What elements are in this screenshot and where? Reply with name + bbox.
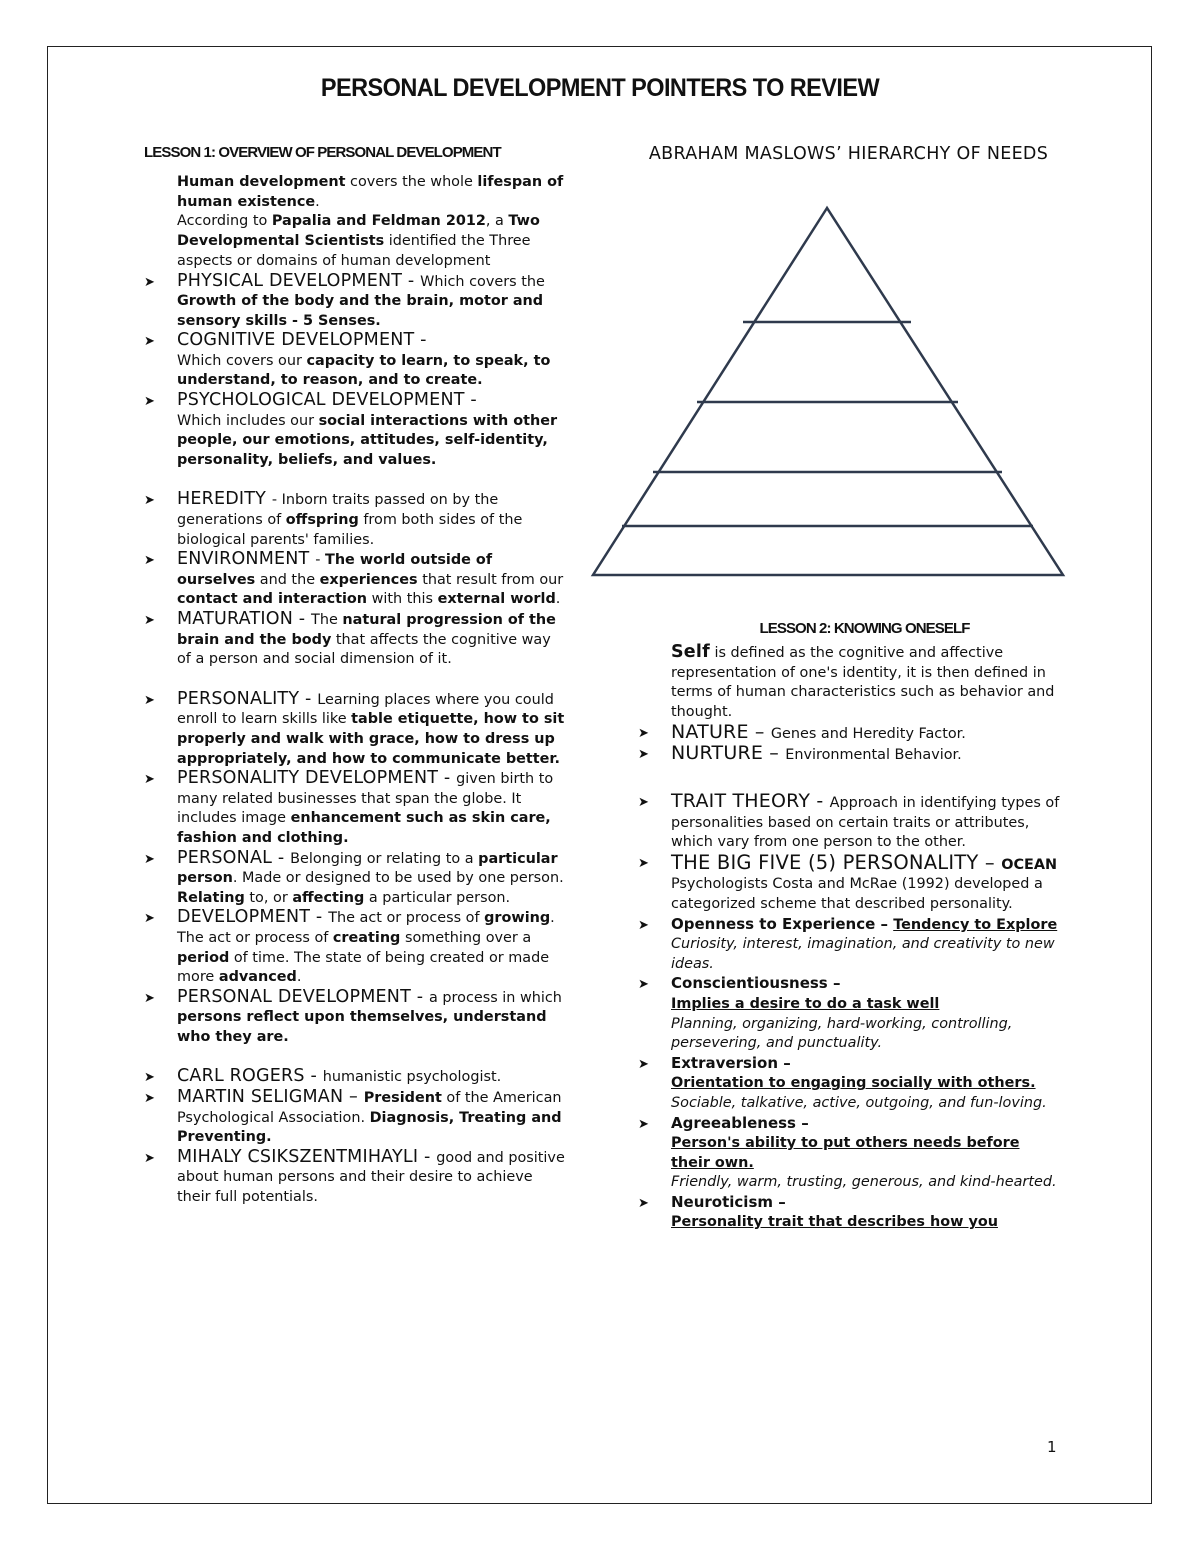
- trait-tendency: Person's ability to put others needs before their own.: [671, 1135, 1020, 1171]
- definition-text: that affects the cognitive way of a person and social dimension of it.: [177, 631, 551, 668]
- definition-bold: particular person: [177, 850, 558, 887]
- definition-text: with this: [367, 591, 438, 608]
- definition-text: - Inborn traits passed on by the generations of: [177, 492, 499, 529]
- spacer: [144, 470, 569, 490]
- bullet-arrow-icon: ➤: [638, 795, 649, 810]
- definition-text: The act or process of: [328, 910, 485, 927]
- bullet-arrow-icon: ➤: [144, 274, 155, 290]
- term-development: DEVELOPMENT -: [177, 907, 329, 928]
- bullet-arrow-icon: ➤: [638, 1116, 649, 1132]
- definition-bold: offspring: [285, 512, 359, 529]
- definition-bold: affecting: [292, 889, 365, 906]
- bullet-arrow-icon: ➤: [144, 692, 155, 708]
- term-nature: NATURE –: [671, 720, 771, 743]
- spacer: [144, 670, 569, 690]
- bullet-arrow-icon: ➤: [144, 772, 155, 788]
- trait-name: Neuroticism –: [671, 1192, 786, 1211]
- definition-bold: experiences: [319, 571, 418, 588]
- definition-text: Environmental Behavior.: [785, 747, 962, 764]
- spacer: [144, 1047, 569, 1067]
- bullet-arrow-icon: ➤: [144, 851, 155, 867]
- list-item-environment: [144, 550, 569, 610]
- definition-text: something over a: [400, 929, 532, 946]
- definition-bold: The world outside of ourselves: [177, 552, 493, 588]
- lesson1-heading: LESSON 1: OVERVIEW OF PERSONAL DEVELOPMENT: [144, 144, 501, 161]
- definition-bold: President: [363, 1090, 442, 1107]
- list-item-personal-development: [144, 988, 569, 1048]
- definition-bold: Diagnosis, Treating and Preventing.: [177, 1109, 562, 1146]
- definition-text: The: [311, 612, 343, 629]
- bullet-arrow-icon: ➤: [638, 1195, 649, 1211]
- pyramid-outline: [593, 208, 1063, 575]
- list-item-extraversion: [638, 1054, 1063, 1114]
- self-definition: [671, 643, 1063, 723]
- trait-description: Planning, organizing, hard-working, controlling, persevering, and punctuality.: [671, 1015, 1013, 1052]
- intro-text: .: [315, 193, 320, 210]
- intro-bold: Two Developmental Scientists: [177, 213, 540, 250]
- definition-text: given birth to many related businesses that span the globe. It includes image: [177, 771, 554, 827]
- list-item-conscientiousness: [638, 974, 1063, 1053]
- definition-bold: OCEAN: [1001, 856, 1058, 873]
- definition-bold: capacity to learn, to speak, to understand, to reason, and to create.: [177, 352, 551, 389]
- definition-text: a process in which: [429, 989, 562, 1006]
- term-nurture: NURTURE –: [671, 742, 786, 765]
- definition-text: humanistic psychologist.: [322, 1069, 502, 1086]
- term-personality-development: PERSONALITY DEVELOPMENT -: [177, 768, 457, 789]
- intro-text: identified the Three aspects or domains of human development: [177, 233, 531, 269]
- definition-bold: external world: [437, 591, 556, 608]
- term-csikszentmihayli: MIHALY CSIKSZENTMIHAYLI -: [177, 1146, 437, 1167]
- lesson2-heading: LESSON 2: KNOWING ONESELF: [759, 620, 970, 637]
- definition-text: Psychologists Costa and McRae (1992) developed a categorized scheme that described personality.: [671, 876, 1043, 912]
- lesson1-intro: [177, 173, 569, 272]
- definition-text: and the: [255, 571, 320, 588]
- definition-text: of time. The state of being created or made more: [177, 949, 550, 986]
- trait-description: Curiosity, interest, imagination, and creativity to new ideas.: [671, 936, 1055, 972]
- definition-text: Learning places where you could enroll to learn skills like: [177, 691, 554, 728]
- term-personal: PERSONAL -: [177, 847, 291, 868]
- bullet-arrow-icon: ➤: [144, 1070, 155, 1086]
- list-item-psychological: [144, 391, 569, 470]
- term-carl-rogers: CARL ROGERS -: [177, 1066, 323, 1087]
- list-item-personality: [144, 690, 569, 769]
- list-item-nurture: [638, 744, 1063, 766]
- definition-text: Which covers our: [177, 352, 307, 369]
- list-item-personality-development: [144, 769, 569, 848]
- definition-bold: growing: [484, 910, 551, 927]
- bullet-arrow-icon: ➤: [144, 990, 155, 1006]
- trait-name: Openness to Experience –: [671, 914, 894, 933]
- bullet-arrow-icon: ➤: [638, 917, 649, 933]
- definition-text: good and positive about human persons and their desire to achieve their full potentials.: [177, 1149, 565, 1206]
- term-big-five: THE BIG FIVE (5) PERSONALITY –: [671, 850, 1002, 874]
- list-item-cognitive: [144, 331, 569, 391]
- trait-description: Friendly, warm, trusting, generous, and kind-hearted.: [671, 1174, 1057, 1191]
- term-environment: ENVIRONMENT: [177, 549, 316, 570]
- definition-bold: table etiquette, how to sit properly and walk with grace, how to dress up appropriately, and how to communicate better.: [177, 711, 565, 767]
- definition-text: Genes and Heredity Factor.: [770, 725, 966, 742]
- intro-term: Human development: [177, 174, 346, 190]
- term-martin-seligman: MARTIN SELIGMAN –: [177, 1087, 364, 1108]
- maslow-title: ABRAHAM MASLOWS’ HIERARCHY OF NEEDS: [648, 144, 1049, 164]
- maslow-pyramid-diagram: [590, 204, 1070, 580]
- bullet-arrow-icon: ➤: [144, 1091, 155, 1107]
- definition-text: a particular person.: [364, 889, 511, 906]
- term-psychological: PSYCHOLOGICAL DEVELOPMENT -: [177, 390, 477, 411]
- bullet-arrow-icon: ➤: [638, 855, 649, 871]
- definition-text: that result from our: [417, 571, 564, 588]
- bullet-arrow-icon: ➤: [144, 334, 155, 350]
- list-item-trait-theory: [638, 792, 1063, 853]
- definition-bold: persons reflect upon themselves, understand who they are.: [177, 1009, 547, 1045]
- list-item-openness: [638, 915, 1063, 975]
- definition-text: .: [555, 591, 561, 608]
- definition-bold: Relating: [177, 889, 245, 906]
- lesson1-column: [144, 144, 569, 1208]
- term-cognitive: COGNITIVE DEVELOPMENT -: [177, 330, 427, 351]
- term-maturation: MATURATION -: [177, 609, 312, 630]
- trait-tendency: Tendency to Explore: [893, 916, 1058, 933]
- bullet-arrow-icon: ➤: [144, 1150, 155, 1166]
- lesson2-column: [638, 643, 1063, 1233]
- trait-name: Agreeableness –: [671, 1113, 809, 1132]
- intro-text: According to: [177, 213, 272, 230]
- list-item-physical: [144, 272, 569, 332]
- term-personality: PERSONALITY -: [177, 688, 318, 709]
- list-item-agreeableness: [638, 1114, 1063, 1193]
- trait-tendency: Orientation to engaging socially with others.: [671, 1075, 1036, 1092]
- intro-text: covers the whole: [345, 174, 478, 190]
- bullet-arrow-icon: ➤: [144, 394, 155, 410]
- list-item-development: [144, 908, 569, 987]
- bullet-arrow-icon: ➤: [144, 911, 155, 927]
- definition-bold: enhancement such as skin care, fashion and clothing.: [177, 810, 551, 846]
- trait-tendency: Personality trait that describes how you: [671, 1214, 998, 1231]
- definition-bold: natural progression of the brain and the body: [177, 612, 556, 648]
- bullet-arrow-icon: ➤: [638, 747, 649, 763]
- list-item-neuroticism: [638, 1193, 1063, 1233]
- list-item-nature: [638, 720, 1063, 745]
- definition-text: Which includes our: [177, 412, 319, 429]
- definition-text: . The act or process of: [177, 910, 555, 946]
- bullet-arrow-icon: ➤: [144, 553, 155, 569]
- spacer: [638, 766, 1063, 792]
- definition-bold: advanced: [218, 969, 297, 986]
- term-physical: PHYSICAL DEVELOPMENT -: [177, 270, 421, 291]
- list-item-maturation: [144, 610, 569, 670]
- bullet-arrow-icon: ➤: [638, 977, 649, 993]
- list-item-martin-seligman: [144, 1088, 569, 1148]
- trait-description: Sociable, talkative, active, outgoing, and fun-loving.: [671, 1094, 1047, 1111]
- definition-bold: period: [177, 949, 230, 966]
- definition-text: to, or: [244, 889, 293, 906]
- list-item-csikszentmihayli: [144, 1148, 569, 1208]
- list-item-heredity: [144, 490, 569, 550]
- trait-name: Extraversion –: [671, 1053, 791, 1072]
- term-heredity: HEREDITY: [177, 489, 272, 510]
- term-self: Self: [671, 642, 710, 662]
- list-item-big-five: [638, 850, 1063, 915]
- intro-bold: Papalia and Feldman 2012: [271, 213, 486, 230]
- definition-text: .: [296, 969, 302, 986]
- definition-text: -: [315, 552, 325, 569]
- term-trait-theory: TRAIT THEORY -: [671, 790, 830, 812]
- bullet-arrow-icon: ➤: [144, 493, 155, 509]
- definition-text: from both sides of the biological parents' families.: [177, 512, 523, 548]
- bullet-arrow-icon: ➤: [638, 1056, 649, 1072]
- definition-text: is defined as the cognitive and affective representation of one's identity, it is then defined in terms of human characteristics such as behavior and thought.: [671, 645, 1055, 721]
- definition-bold: social interactions with other people, our emotions, attitudes, self-identity, personality, beliefs, and values.: [177, 412, 558, 468]
- definition-bold: contact and interaction: [177, 591, 368, 608]
- page-number: 1: [1047, 1438, 1057, 1456]
- term-personal-development: PERSONAL DEVELOPMENT -: [177, 986, 430, 1007]
- definition-text: . Made or designed to be used by one person.: [232, 870, 564, 887]
- intro-text: , a: [485, 213, 509, 230]
- list-item-carl-rogers: [144, 1067, 569, 1088]
- bullet-arrow-icon: ➤: [638, 725, 649, 741]
- page-title: PERSONAL DEVELOPMENT POINTERS TO REVIEW: [320, 74, 880, 102]
- trait-tendency: Implies a desire to do a task well: [671, 995, 940, 1012]
- definition-bold: Growth of the body and the brain, motor and sensory skills - 5 Senses.: [177, 293, 544, 329]
- definition-bold: creating: [332, 929, 401, 946]
- definition-text: Approach in identifying types of personalities based on certain traits or attributes, which vary from one person to the other.: [671, 795, 1060, 851]
- trait-name: Conscientiousness –: [671, 974, 841, 993]
- definition-text: Belonging or relating to a: [290, 850, 479, 867]
- intro-bold: lifespan of human existence: [177, 174, 564, 210]
- definition-text: of the American Psychological Association.: [177, 1090, 562, 1126]
- list-item-personal: [144, 849, 569, 909]
- definition-text: Which covers the: [420, 273, 545, 290]
- bullet-arrow-icon: ➤: [144, 613, 155, 629]
